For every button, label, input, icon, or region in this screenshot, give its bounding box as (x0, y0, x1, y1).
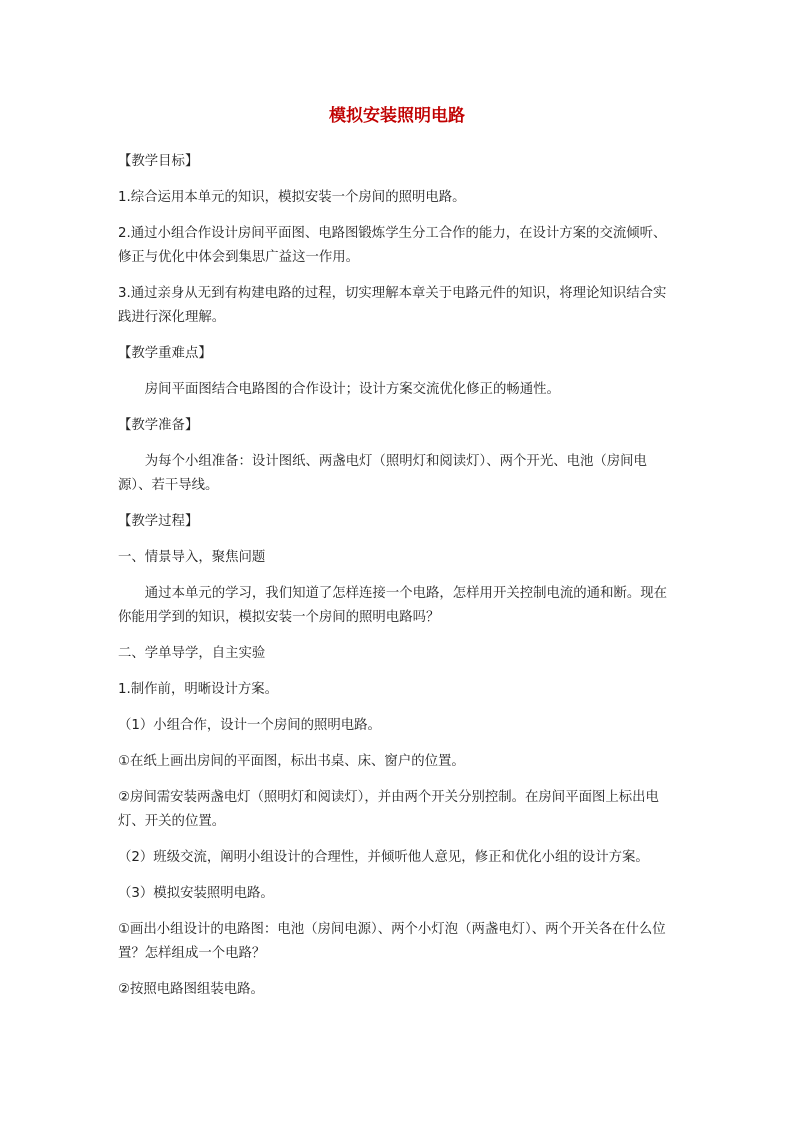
paragraph: ②按照电路图组装电路。 (118, 982, 264, 997)
paragraph: 1.综合运用本单元的知识，模拟安装一个房间的照明电路。 (118, 190, 466, 205)
paragraph: （1）小组合作，设计一个房间的照明电路。 (118, 718, 381, 733)
paragraph: 房间平面图结合电路图的合作设计；设计方案交流优化修正的畅通性。 (144, 382, 560, 397)
section-heading-preparation: 【教学准备】 (118, 418, 199, 433)
paragraph: 1.制作前，明晰设计方案。 (118, 682, 279, 697)
section-heading-objectives: 【教学目标】 (118, 154, 199, 169)
document-body (118, 150, 678, 1014)
section-heading-key-points: 【教学重难点】 (118, 346, 212, 361)
paragraph: 通过本单元的学习，我们知道了怎样连接一个电路，怎样用开关控制电流的通和断。现在你能用学到的知识，模拟安装一个房间的照明电路吗？ (118, 586, 668, 625)
paragraph: ①画出小组设计的电路图：电池（房间电源）、两个小灯泡（两盏电灯）、两个开关各在什么位置？怎样组成一个电路？ (118, 922, 666, 961)
paragraph: 2.通过小组合作设计房间平面图、电路图锻炼学生分工合作的能力，在设计方案的交流倾听、修正与优化中体会到集思广益这一作用。 (118, 226, 667, 265)
subsection-heading: 二、学单导学，自主实验 (118, 646, 266, 661)
paragraph: ①在纸上画出房间的平面图，标出书桌、床、窗户的位置。 (118, 754, 465, 769)
section-heading-process: 【教学过程】 (118, 514, 199, 529)
paragraph: （2）班级交流，阐明小组设计的合理性，并倾听他人意见，修正和优化小组的设计方案。 (118, 850, 649, 865)
paragraph: （3）模拟安装照明电路。 (118, 886, 274, 901)
paragraph: 3.通过亲身从无到有构建电路的过程，切实理解本章关于电路元件的知识，将理论知识结合实践进行深化理解。 (118, 286, 667, 325)
subsection-heading: 一、情景导入，聚焦问题 (118, 550, 266, 565)
document-title: 模拟安装照明电路 (329, 106, 465, 126)
paragraph: ②房间需安装两盏电灯（照明灯和阅读灯），并由两个开关分别控制。在房间平面图上标出电灯、开关的位置。 (118, 790, 659, 829)
paragraph: 为每个小组准备：设计图纸、两盏电灯（照明灯和阅读灯）、两个开光、电池（房间电源）、若干导线。 (118, 454, 647, 493)
